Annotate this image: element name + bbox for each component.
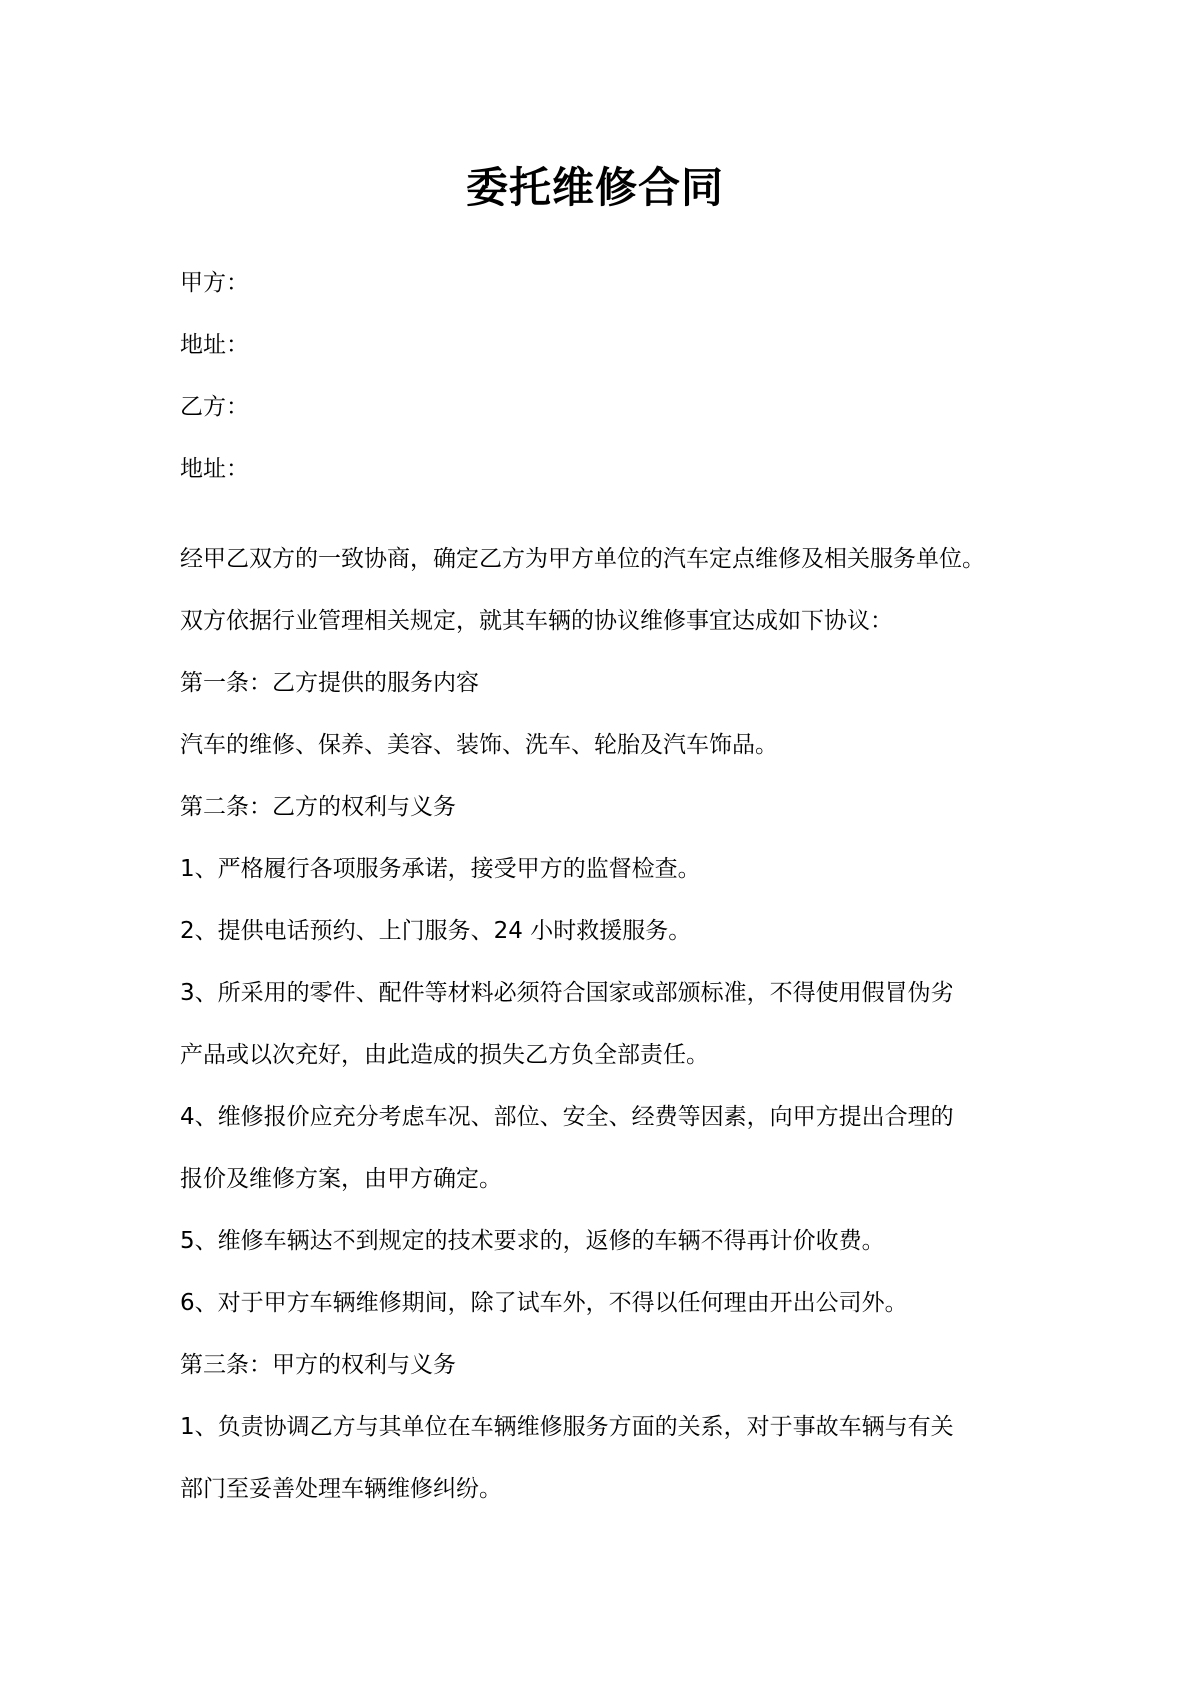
article-2-item-3-line-1: 3、所采用的零件、配件等材料必须符合国家或部颁标准，不得使用假冒伪劣: [180, 980, 954, 1006]
article-1-heading: 第一条：乙方提供的服务内容: [180, 670, 479, 696]
article-3-item-1-line-2: 部门至妥善处理车辆维修纠纷。: [180, 1476, 502, 1502]
document-title: 委托维修合同: [465, 163, 724, 212]
article-1-body: 汽车的维修、保养、美容、装饰、洗车、轮胎及汽车饰品。: [180, 732, 778, 758]
article-2-item-2: 2、提供电话预约、上门服务、24 小时救援服务。: [180, 918, 692, 944]
intro-paragraph-line-2: 双方依据行业管理相关规定，就其车辆的协议维修事宜达成如下协议：: [180, 608, 893, 634]
article-2-item-1: 1、严格履行各项服务承诺，接受甲方的监督检查。: [180, 856, 701, 882]
article-2-item-3-line-2: 产品或以次充好，由此造成的损失乙方负全部责任。: [180, 1042, 709, 1068]
article-3-heading: 第三条：甲方的权利与义务: [180, 1352, 456, 1378]
party-b-address-label: 地址：: [180, 456, 249, 482]
article-2-item-4-line-2: 报价及维修方案，由甲方确定。: [180, 1166, 502, 1192]
article-2-item-5: 5、维修车辆达不到规定的技术要求的，返修的车辆不得再计价收费。: [180, 1228, 885, 1254]
party-a-label: 甲方：: [180, 270, 249, 296]
article-3-item-1-line-1: 1、负责协调乙方与其单位在车辆维修服务方面的关系，对于事故车辆与有关: [180, 1414, 954, 1440]
intro-paragraph-line-1: 经甲乙双方的一致协商，确定乙方为甲方单位的汽车定点维修及相关服务单位。: [180, 546, 985, 572]
article-2-item-4-line-1: 4、维修报价应充分考虑车况、部位、安全、经费等因素，向甲方提出合理的: [180, 1104, 954, 1130]
party-a-address-label: 地址：: [180, 332, 249, 358]
article-2-heading: 第二条：乙方的权利与义务: [180, 794, 456, 820]
article-2-item-6: 6、对于甲方车辆维修期间，除了试车外，不得以任何理由开出公司外。: [180, 1290, 908, 1316]
party-b-label: 乙方：: [180, 394, 249, 420]
